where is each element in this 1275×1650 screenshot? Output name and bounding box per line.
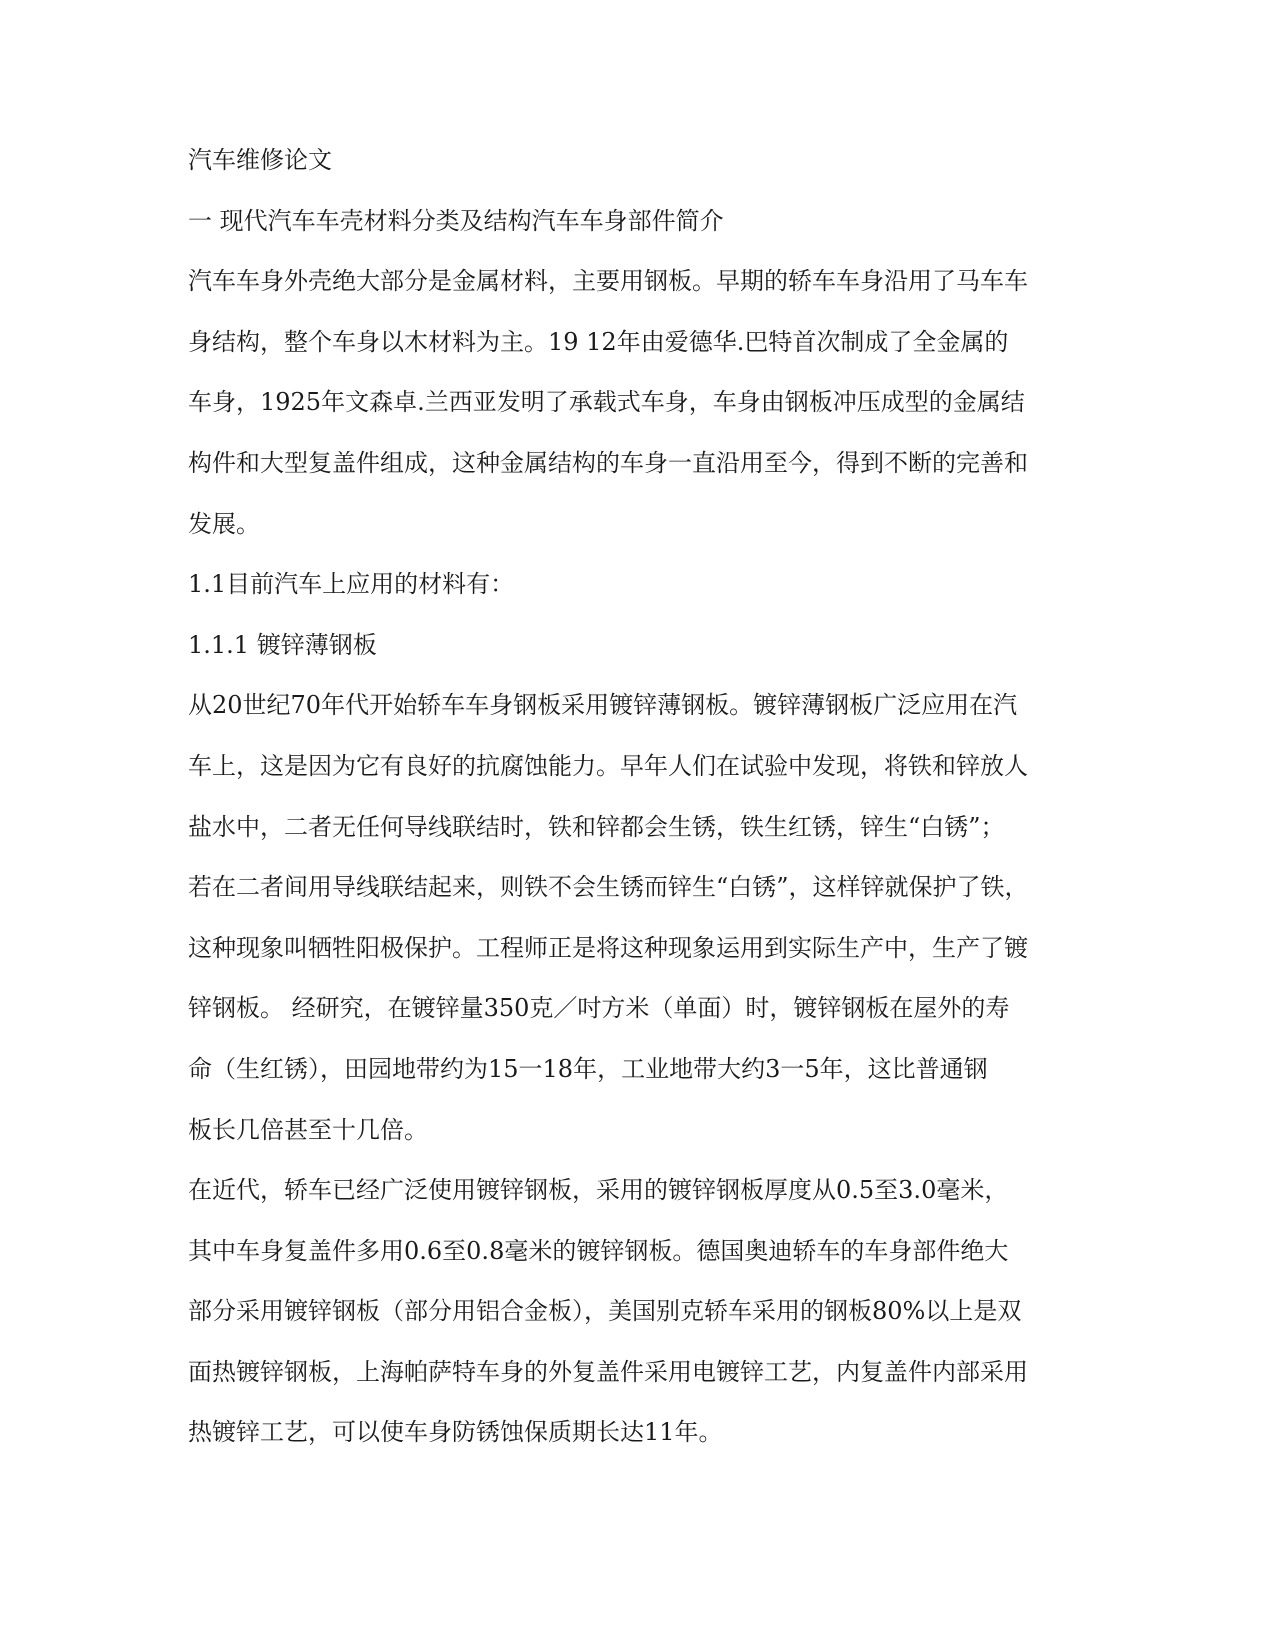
document-body	[188, 143, 1088, 1476]
paragraph-line: 命（生红锈），田园地带约为15一18年，工业地带大约3一5年，这比普通钢	[188, 1054, 988, 1083]
paragraph-line: 车身，1925年文森卓.兰西亚发明了承载式车身，车身由钢板冲压成型的金属结	[188, 388, 1025, 417]
paragraph-line: 锌钢板。 经研究，在镀锌量350克／吋方米（单面）时，镀锌钢板在屋外的寿	[188, 994, 1010, 1023]
section-heading: 一 现代汽车车壳材料分类及结构汽车车身部件简介	[188, 206, 724, 235]
paragraph-line: 部分采用镀锌钢板（部分用铝合金板），美国别克轿车采用的钢板80%以上是双	[188, 1297, 1022, 1326]
paragraph-line: 这种现象叫牺牲阳极保护。工程师正是将这种现象运用到实际生产中，生产了镀	[188, 933, 1028, 962]
paragraph-line: 在近代，轿车已经广泛使用镀锌钢板，采用的镀锌钢板厚度从0.5至3.0毫米，	[188, 1176, 1009, 1205]
paragraph-line: 面热镀锌钢板，上海帕萨特车身的外复盖件采用电镀锌工艺，内复盖件内部采用	[188, 1357, 1028, 1386]
paragraph-line: 构件和大型复盖件组成，这种金属结构的车身一直沿用至今，得到不断的完善和	[188, 448, 1028, 477]
document-title: 汽车维修论文	[188, 146, 332, 174]
paragraph-line: 盐水中，二者无任何导线联结时，铁和锌都会生锈，铁生红锈，锌生“白锈”；	[188, 812, 1005, 841]
subsubsection-heading: 1.1.1 镀锌薄钢板	[188, 630, 377, 659]
paragraph-line: 若在二者间用导线联结起来，则铁不会生锈而锌生“白锈”，这样锌就保护了铁，	[188, 873, 1029, 902]
paragraph-line: 车上，这是因为它有良好的抗腐蚀能力。早年人们在试验中发现，将铁和锌放人	[188, 751, 1028, 780]
paragraph-line: 从20世纪70年代开始轿车车身钢板采用镀锌薄钢板。镀锌薄钢板广泛应用在汽	[188, 691, 1018, 720]
subsection-heading: 1.1目前汽车上应用的材料有：	[188, 570, 515, 599]
paragraph-line: 板长几倍甚至十几倍。	[188, 1115, 428, 1144]
paragraph-line: 发展。	[188, 509, 260, 538]
paragraph-line: 热镀锌工艺，可以使车身防锈蚀保质期长达11年。	[188, 1418, 723, 1447]
paragraph-line: 身结构，整个车身以木材料为主。19 12年由爱德华.巴特首次制成了全金属的	[188, 327, 1009, 356]
paragraph-line: 其中车身复盖件多用0.6至0.8毫米的镀锌钢板。德国奥迪轿车的车身部件绝大	[188, 1236, 1009, 1265]
paragraph-line: 汽车车身外壳绝大部分是金属材料，主要用钢板。早期的轿车车身沿用了马车车	[188, 267, 1028, 296]
